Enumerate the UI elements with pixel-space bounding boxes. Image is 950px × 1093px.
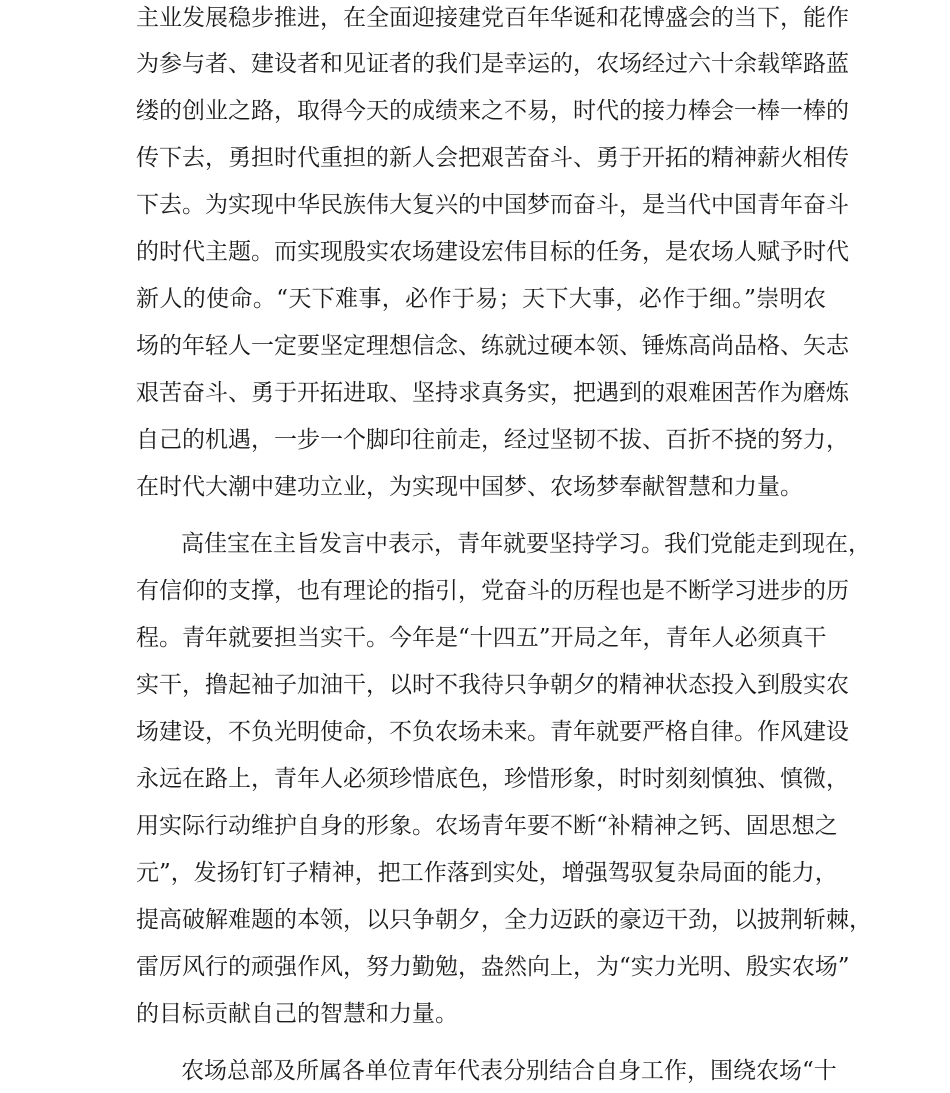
text-line: 用实际行动维护自身的形象。农场青年要不断“补精神之钙、固思想之 xyxy=(136,813,838,839)
paragraph-first-line: 高佳宝在主旨发言中表示，青年就要坚持学习。我们党能走到现在， xyxy=(181,531,871,557)
text-line: 为参与者、建设者和见证者的我们是幸运的，农场经过六十余载筚路蓝 xyxy=(136,51,849,77)
text-line: 缕的创业之路，取得今天的成绩来之不易，时代的接力棒会一棒一棒的 xyxy=(136,98,849,124)
text-line: 的时代主题。而实现殷实农场建设宏伟目标的任务，是农场人赋予时代 xyxy=(136,239,849,265)
text-line: 永远在路上，青年人必须珍惜底色，珍惜形象，时时刻刻慎独、慎微， xyxy=(136,766,849,792)
text-line: 艰苦奋斗、勇于开拓进取、坚持求真务实，把遇到的艰难困苦作为磨炼 xyxy=(136,380,849,406)
text-line: 程。青年就要担当实干。今年是“十四五”开局之年，青年人必须真干 xyxy=(136,625,827,651)
text-line: 有信仰的支撑，也有理论的指引，党奋斗的历程也是不断学习进步的历 xyxy=(136,578,849,604)
text-line: 自己的机遇，一步一个脚印往前走，经过坚韧不拔、百折不挠的努力， xyxy=(136,427,849,453)
text-line: 的目标贡献自己的智慧和力量。 xyxy=(136,1001,458,1027)
text-line: 新人的使命。“天下难事，必作于易；天下大事，必作于细。”崇明农 xyxy=(136,286,826,312)
text-line: 在时代大潮中建功立业，为实现中国梦、农场梦奉献智慧和力量。 xyxy=(136,474,803,500)
text-line: 下去。为实现中华民族伟大复兴的中国梦而奋斗，是当代中国青年奋斗 xyxy=(136,192,849,218)
paragraph-first-line: 农场总部及所属各单位青年代表分别结合自身工作，围绕农场“十 xyxy=(181,1058,837,1084)
text-line: 主业发展稳步推进，在全面迎接建党百年华诞和花博盛会的当下，能作 xyxy=(136,5,849,31)
text-line: 场的年轻人一定要坚定理想信念、练就过硬本领、锤炼高尚品格、矢志 xyxy=(136,333,849,359)
text-line: 提高破解难题的本领，以只争朝夕，全力迈跃的豪迈干劲，以披荆斩棘， xyxy=(136,907,872,933)
text-line: 雷厉风行的顽强作风，努力勤勉，盎然向上，为“实力光明、殷实农场” xyxy=(136,954,850,980)
text-line: 场建设，不负光明使命，不负农场未来。青年就要严格自律。作风建设 xyxy=(136,719,849,745)
text-line: 实干，撸起袖子加油干，以时不我待只争朝夕的精神状态投入到殷实农 xyxy=(136,672,849,698)
text-line: 元”，发扬钉钉子精神，把工作落到实处，增强驾驭复杂局面的能力， xyxy=(136,860,838,886)
text-line: 传下去，勇担时代重担的新人会把艰苦奋斗、勇于开拓的精神薪火相传 xyxy=(136,145,849,171)
